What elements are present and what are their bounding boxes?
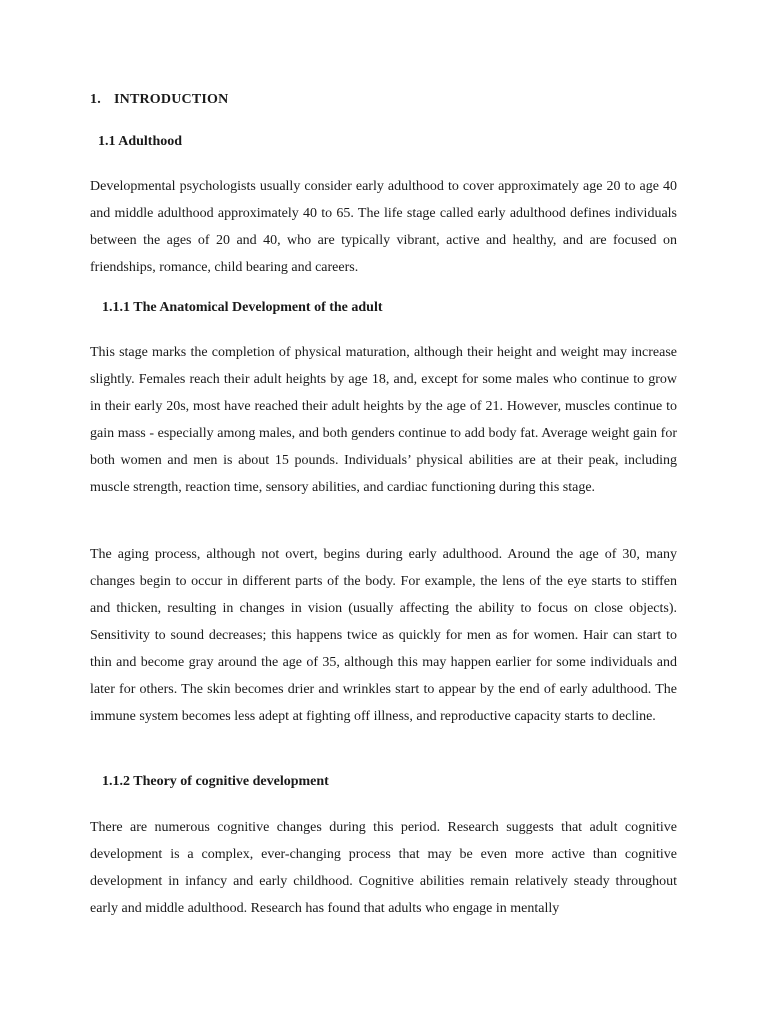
section-heading-adulthood: 1.1 Adulthood <box>98 134 183 149</box>
paragraph-adulthood-intro: Developmental psychologists usually consider early adulthood to cover approximately age 20 to age 40 and middle adulthood approximately 40 to 65. The life stage called early adulthood defines individuals between the ages of 20 and 40, who are typically vibrant, active and healthy, and are focused on friendships, romance, child bearing and careers. <box>90 179 677 275</box>
chapter-heading <box>90 92 228 108</box>
chapter-title: INTRODUCTION <box>114 92 229 107</box>
chapter-number: 1. <box>90 92 101 107</box>
section-heading-anatomical-development: 1.1.1 The Anatomical Development of the adult <box>102 300 383 315</box>
paragraph-physical-maturation: This stage marks the completion of physical maturation, although their height and weight may increase slightly. Females reach their adult heights by age 18, and, except for some males who continue to grow in their early 20s, most have reached their adult heights by the age of 21. However, muscles continue to gain mass - especially among males, and both genders continue to add body fat. Average weight gain for both women and men is about 15 pounds. Individuals’ physical abilities are at their peak, including muscle strength, reaction time, sensory abilities, and cardiac functioning during this stage. <box>90 345 677 495</box>
paragraph-aging-process: The aging process, although not overt, begins during early adulthood. Around the age of 30, many changes begin to occur in different parts of the body. For example, the lens of the eye starts to stiffen and thicken, resulting in changes in vision (usually affecting the ability to focus on close objects). Sensitivity to sound decreases; this happens twice as quickly for men as for women. Hair can start to thin and become gray around the age of 35, although this may happen earlier for some individuals and later for others. The skin becomes drier and wrinkles start to appear by the end of early adulthood. The immune system becomes less adept at fighting off illness, and reproductive capacity starts to decline. <box>90 547 677 724</box>
section-heading-cognitive-development: 1.1.2 Theory of cognitive development <box>102 774 329 789</box>
paragraph-cognitive-changes: There are numerous cognitive changes during this period. Research suggests that adult cognitive development is a complex, ever-changing process that may be even more active than cognitive development in infancy and early childhood. Cognitive abilities remain relatively steady throughout early and middle adulthood. Research has found that adults who engage in mentally <box>90 820 677 916</box>
